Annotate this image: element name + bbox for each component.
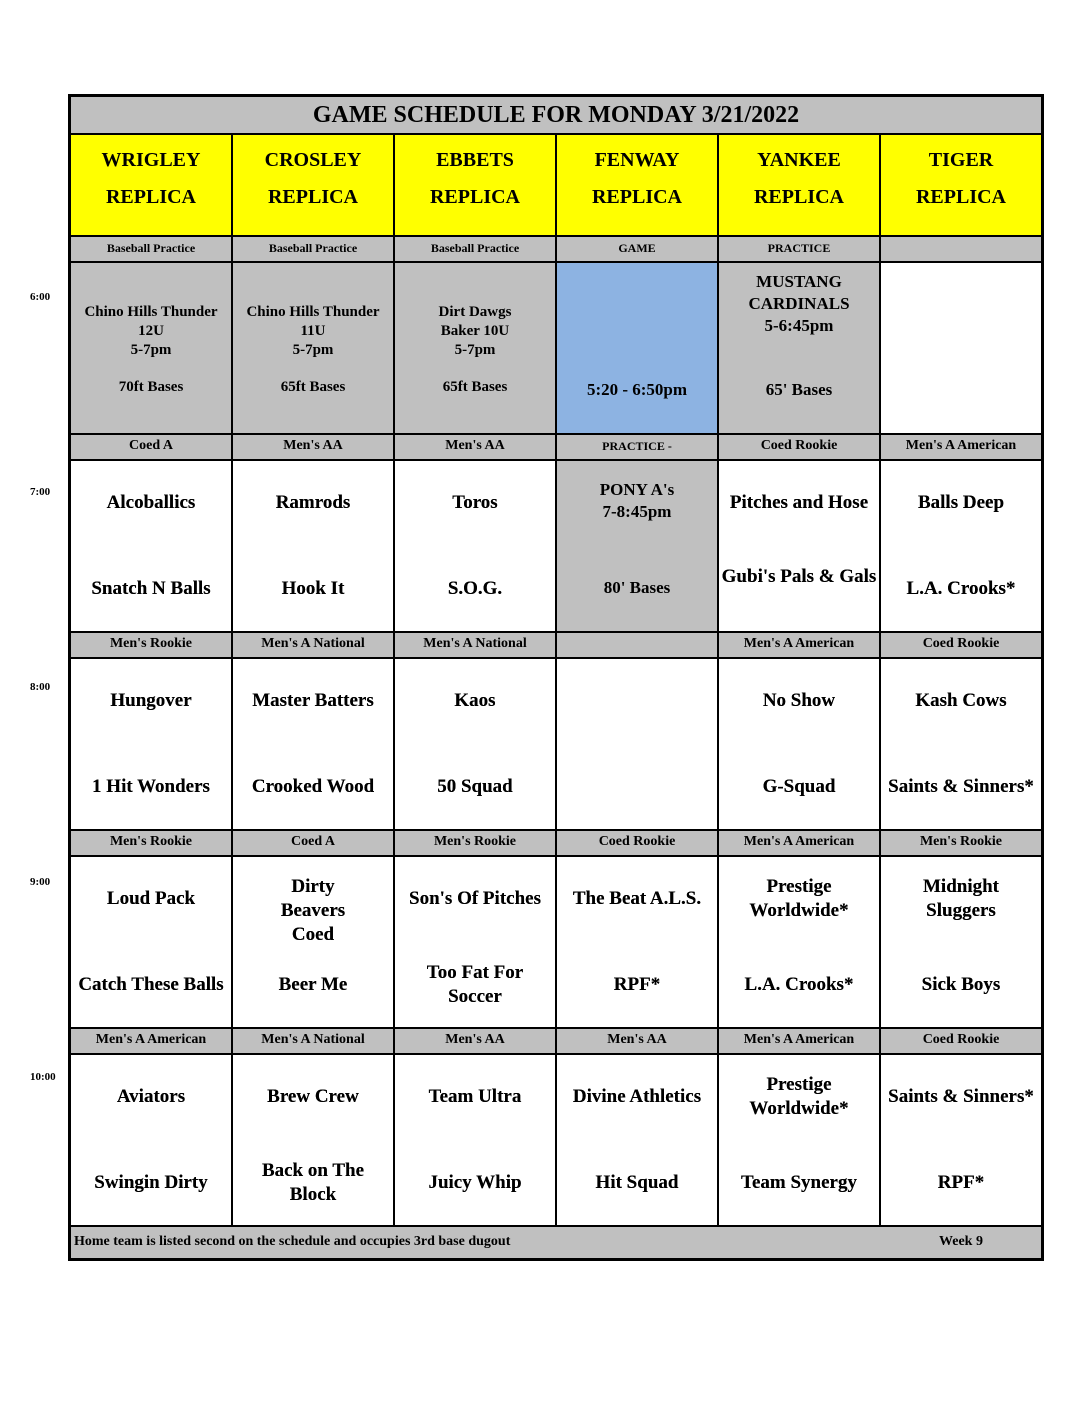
division-label: Baseball Practice <box>233 237 395 261</box>
division-label: Coed Rookie <box>557 831 719 855</box>
footer <box>71 1227 1041 1258</box>
home-team: Catch These Balls <box>78 974 224 995</box>
home-team: Saints & Sinners* <box>888 776 1034 797</box>
away-team: Kaos <box>454 690 496 711</box>
away-team: Loud Pack <box>106 888 196 909</box>
home-team: Swingin Dirty <box>94 1172 208 1193</box>
away-team: Brew Crew <box>267 1086 359 1107</box>
away-team: Prestige Worldwide* <box>749 876 849 921</box>
game-cell <box>881 857 1041 1027</box>
division-label: Men's Rookie <box>881 831 1041 855</box>
away-team: Team Ultra <box>428 1086 522 1107</box>
game-cell <box>233 857 395 1027</box>
game-cell <box>557 857 719 1027</box>
home-team: Beer Me <box>278 974 348 995</box>
game-cell <box>719 857 881 1027</box>
division-label: Coed Rookie <box>719 435 881 459</box>
division-row-7 <box>71 435 1041 461</box>
home-team: Hook It <box>281 578 345 599</box>
game-cell <box>719 461 881 631</box>
division-label: Men's AA <box>395 435 557 459</box>
home-team: Back on The Block <box>261 1160 365 1205</box>
schedule-sheet <box>68 94 1044 1261</box>
home-team: Gubi's Pals & Gals <box>721 566 877 587</box>
away-team: Divine Athletics <box>572 1086 702 1107</box>
away-team: Toros <box>452 492 498 513</box>
field-header-row <box>71 135 1041 237</box>
home-team: 1 Hit Wonders <box>92 776 210 797</box>
division-label: Baseball Practice <box>71 237 233 261</box>
game-cell <box>719 659 881 829</box>
division-label: Men's A National <box>233 1029 395 1053</box>
game-cell <box>719 1055 881 1225</box>
home-team: G-Squad <box>762 776 836 797</box>
field-header-ebbets: EBBETS REPLICA <box>395 135 557 235</box>
division-label: Coed Rookie <box>881 1029 1041 1053</box>
slot-row-9 <box>71 857 1041 1029</box>
page-title: GAME SCHEDULE FOR MONDAY 3/21/2022 <box>71 97 1041 135</box>
home-team: RPF* <box>937 1172 985 1193</box>
away-team: Master Batters <box>252 690 374 711</box>
time-label-7: 7:00 <box>30 486 51 498</box>
game-cell <box>395 461 557 631</box>
division-label: Men's Rookie <box>71 633 233 657</box>
game-cell <box>233 1055 395 1225</box>
game-cell <box>557 1055 719 1225</box>
division-label: Men's AA <box>233 435 395 459</box>
division-label: Men's A National <box>233 633 395 657</box>
empty-cell <box>557 659 719 829</box>
division-row-6 <box>71 237 1041 263</box>
game-cell <box>71 1055 233 1225</box>
away-team: Ramrods <box>275 492 351 513</box>
division-row-8 <box>71 633 1041 659</box>
home-team: Team Synergy <box>741 1172 857 1193</box>
week-label: Week 9 <box>939 1234 983 1249</box>
away-team: Pitches and Hose <box>729 492 869 513</box>
division-label <box>881 237 1041 261</box>
home-team: L.A. Crooks* <box>744 974 854 995</box>
away-team: Prestige Worldwide* <box>749 1074 849 1119</box>
time-label-10: 10:00 <box>30 1071 56 1083</box>
away-team: Aviators <box>116 1086 186 1107</box>
field-header-wrigley: WRIGLEY REPLICA <box>71 135 233 235</box>
division-label: Men's A American <box>71 1029 233 1053</box>
game-cell <box>71 659 233 829</box>
game-cell-fenway: 5:20 - 6:50pm <box>557 263 719 433</box>
division-row-9 <box>71 831 1041 857</box>
game-cell <box>233 659 395 829</box>
field-header-yankee: YANKEE REPLICA <box>719 135 881 235</box>
away-team: Dirty Beavers Coed <box>280 876 346 945</box>
away-team: Midnight Sluggers <box>922 876 1000 921</box>
time-label-9: 9:00 <box>30 876 51 888</box>
home-team: Juicy Whip <box>428 1172 522 1193</box>
division-label: Men's AA <box>395 1029 557 1053</box>
field-header-crosley: CROSLEY REPLICA <box>233 135 395 235</box>
game-cell <box>881 659 1041 829</box>
practice-cell-fenway: PONY A's 7-8:45pm 80' Bases <box>557 461 719 631</box>
away-team: Kash Cows <box>915 690 1007 711</box>
division-label: Coed A <box>233 831 395 855</box>
division-label: Men's A American <box>719 633 881 657</box>
practice-cell-ebbets: Dirt Dawgs Baker 10U 5-7pm 65ft Bases <box>395 263 557 433</box>
field-header-tiger: TIGER REPLICA <box>881 135 1041 235</box>
away-team: Son's Of Pitches <box>409 888 541 909</box>
division-label: PRACTICE <box>719 237 881 261</box>
practice-cell-yankee: MUSTANG CARDINALS 5-6:45pm 65' Bases <box>719 263 881 433</box>
practice-cell-crosley: Chino Hills Thunder 11U 5-7pm 65ft Bases <box>233 263 395 433</box>
footer-note: Home team is listed second on the schedule and occupies 3rd base dugout <box>74 1234 511 1249</box>
time-label-8: 8:00 <box>30 681 51 693</box>
home-team: 50 Squad <box>437 776 513 797</box>
game-cell <box>233 461 395 631</box>
slot-row-10 <box>71 1055 1041 1227</box>
game-cell <box>71 461 233 631</box>
away-team: Alcoballics <box>106 492 196 513</box>
home-team: Hit Squad <box>595 1172 679 1193</box>
slot-row-8 <box>71 659 1041 831</box>
away-team: No Show <box>762 690 836 711</box>
game-cell <box>881 461 1041 631</box>
home-team: Crooked Wood <box>251 776 375 797</box>
division-label: Men's A American <box>719 831 881 855</box>
division-label: Men's AA <box>557 1029 719 1053</box>
slot-row-6 <box>71 263 1041 435</box>
division-label: Men's Rookie <box>71 831 233 855</box>
away-team: The Beat A.L.S. <box>572 888 702 909</box>
division-label <box>557 633 719 657</box>
home-team: L.A. Crooks* <box>906 578 1016 599</box>
game-cell <box>395 1055 557 1225</box>
home-team: Snatch N Balls <box>91 578 211 599</box>
away-team: Balls Deep <box>917 492 1005 513</box>
division-label: Men's A American <box>881 435 1041 459</box>
division-label: GAME <box>557 237 719 261</box>
home-team: RPF* <box>613 974 661 995</box>
division-label: Baseball Practice <box>395 237 557 261</box>
division-label: Men's A American <box>719 1029 881 1053</box>
division-label: Coed A <box>71 435 233 459</box>
division-label: Men's A National <box>395 633 557 657</box>
division-label: Coed Rookie <box>881 633 1041 657</box>
game-cell <box>395 857 557 1027</box>
away-team: Saints & Sinners* <box>888 1086 1034 1107</box>
home-team: S.O.G. <box>447 578 503 599</box>
game-cell <box>71 857 233 1027</box>
time-label-6: 6:00 <box>30 291 51 303</box>
division-label: Men's Rookie <box>395 831 557 855</box>
division-row-10 <box>71 1029 1041 1055</box>
game-cell <box>881 1055 1041 1225</box>
field-header-fenway: FENWAY REPLICA <box>557 135 719 235</box>
game-cell <box>395 659 557 829</box>
practice-cell-wrigley: Chino Hills Thunder 12U 5-7pm 70ft Bases <box>71 263 233 433</box>
home-team: Too Fat For Soccer <box>426 962 524 1007</box>
division-label: PRACTICE - <box>557 435 719 459</box>
away-team: Hungover <box>110 690 192 711</box>
slot-row-7 <box>71 461 1041 633</box>
empty-cell-tiger <box>881 263 1041 433</box>
home-team: Sick Boys <box>921 974 1001 995</box>
